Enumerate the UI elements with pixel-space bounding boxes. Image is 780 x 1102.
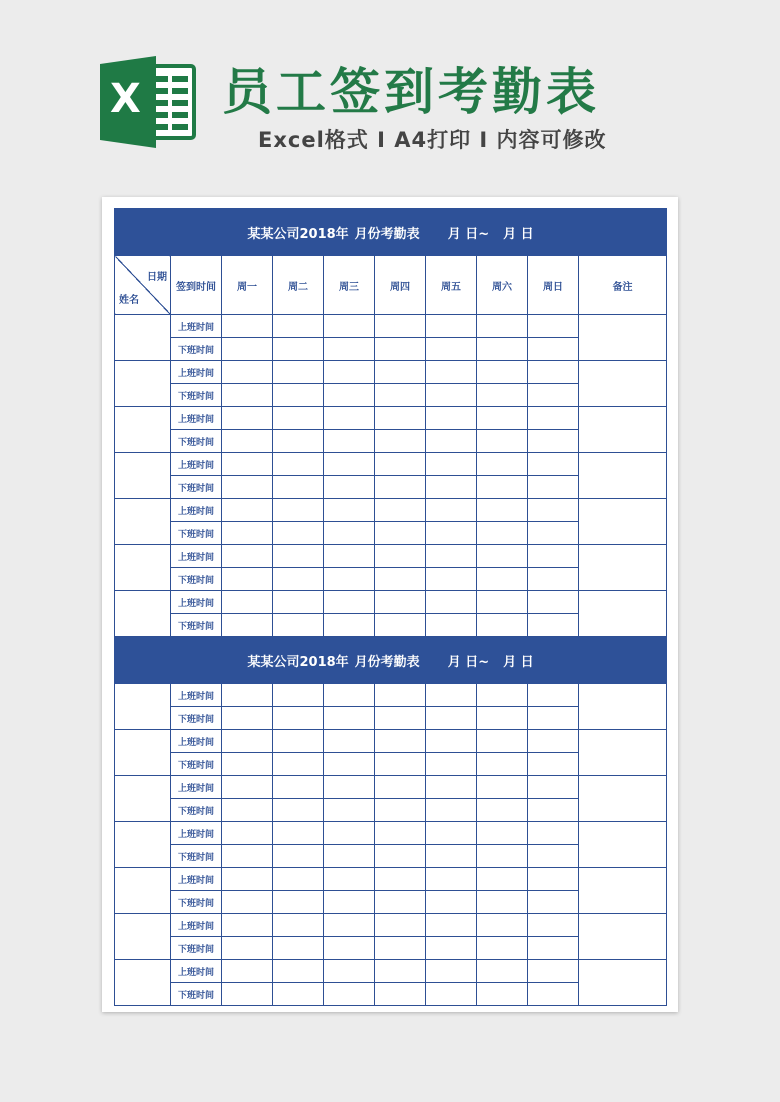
time-cell[interactable] bbox=[426, 430, 477, 453]
name-cell[interactable] bbox=[115, 361, 171, 407]
time-cell[interactable] bbox=[477, 983, 528, 1006]
banner-range-end: 月 日 bbox=[503, 226, 534, 242]
time-cell[interactable] bbox=[222, 361, 273, 384]
time-cell[interactable] bbox=[426, 545, 477, 568]
shift-label: 下班时间 bbox=[171, 707, 222, 730]
remark-cell[interactable] bbox=[579, 315, 667, 361]
remark-cell[interactable] bbox=[579, 730, 667, 776]
time-cell[interactable] bbox=[375, 499, 426, 522]
time-cell[interactable] bbox=[273, 845, 324, 868]
name-cell[interactable] bbox=[115, 545, 171, 591]
time-cell[interactable] bbox=[324, 845, 375, 868]
table-row bbox=[115, 361, 667, 384]
remark-cell[interactable] bbox=[579, 545, 667, 591]
name-cell[interactable] bbox=[115, 960, 171, 1006]
time-cell[interactable] bbox=[528, 568, 579, 591]
shift-label: 上班时间 bbox=[171, 361, 222, 384]
time-cell[interactable] bbox=[426, 522, 477, 545]
time-cell[interactable] bbox=[324, 960, 375, 983]
time-cell[interactable] bbox=[477, 868, 528, 891]
shift-label: 上班时间 bbox=[171, 591, 222, 614]
time-cell[interactable] bbox=[477, 430, 528, 453]
shift-label: 上班时间 bbox=[171, 684, 222, 707]
time-cell[interactable] bbox=[375, 891, 426, 914]
time-cell[interactable] bbox=[375, 868, 426, 891]
time-cell[interactable] bbox=[273, 453, 324, 476]
time-cell[interactable] bbox=[222, 753, 273, 776]
time-cell[interactable] bbox=[222, 568, 273, 591]
header-date-label: 日期 bbox=[147, 272, 167, 283]
name-cell[interactable] bbox=[115, 822, 171, 868]
time-cell[interactable] bbox=[477, 960, 528, 983]
table-row bbox=[115, 407, 667, 430]
time-cell[interactable] bbox=[273, 568, 324, 591]
time-cell[interactable] bbox=[375, 384, 426, 407]
time-cell[interactable] bbox=[324, 614, 375, 637]
header-remark: 备注 bbox=[579, 256, 667, 315]
document-page bbox=[102, 197, 678, 1012]
time-cell[interactable] bbox=[324, 753, 375, 776]
time-cell[interactable] bbox=[222, 914, 273, 937]
time-cell[interactable] bbox=[528, 499, 579, 522]
time-cell[interactable] bbox=[222, 799, 273, 822]
time-cell[interactable] bbox=[273, 614, 324, 637]
time-cell[interactable] bbox=[426, 407, 477, 430]
time-cell[interactable] bbox=[375, 776, 426, 799]
name-cell[interactable] bbox=[115, 407, 171, 453]
time-cell[interactable] bbox=[324, 568, 375, 591]
name-cell[interactable] bbox=[115, 453, 171, 499]
time-cell[interactable] bbox=[528, 430, 579, 453]
sheet-banner bbox=[115, 209, 667, 256]
time-cell[interactable] bbox=[426, 891, 477, 914]
time-cell[interactable] bbox=[324, 983, 375, 1006]
time-cell[interactable] bbox=[426, 338, 477, 361]
time-cell[interactable] bbox=[273, 315, 324, 338]
time-cell[interactable] bbox=[477, 914, 528, 937]
time-cell[interactable] bbox=[273, 960, 324, 983]
time-cell[interactable] bbox=[375, 338, 426, 361]
time-cell[interactable] bbox=[273, 522, 324, 545]
table-row bbox=[115, 591, 667, 614]
time-cell[interactable] bbox=[375, 361, 426, 384]
time-cell[interactable] bbox=[426, 568, 477, 591]
table-row bbox=[115, 914, 667, 937]
time-cell[interactable] bbox=[324, 453, 375, 476]
time-cell[interactable] bbox=[426, 730, 477, 753]
time-cell[interactable] bbox=[375, 568, 426, 591]
time-cell[interactable] bbox=[222, 407, 273, 430]
shift-label: 下班时间 bbox=[171, 338, 222, 361]
remark-cell[interactable] bbox=[579, 868, 667, 914]
time-cell[interactable] bbox=[375, 937, 426, 960]
shift-label: 下班时间 bbox=[171, 799, 222, 822]
banner-company: 某某公司2018年 bbox=[247, 226, 349, 242]
time-cell[interactable] bbox=[324, 914, 375, 937]
remark-cell[interactable] bbox=[579, 822, 667, 868]
banner-range-start: 月 日~ bbox=[447, 654, 490, 670]
time-cell[interactable] bbox=[222, 776, 273, 799]
time-cell[interactable] bbox=[426, 914, 477, 937]
time-cell[interactable] bbox=[528, 407, 579, 430]
time-cell[interactable] bbox=[324, 338, 375, 361]
time-cell[interactable] bbox=[528, 707, 579, 730]
shift-label: 上班时间 bbox=[171, 730, 222, 753]
time-cell[interactable] bbox=[426, 614, 477, 637]
time-cell[interactable] bbox=[273, 545, 324, 568]
time-cell[interactable] bbox=[477, 845, 528, 868]
time-cell[interactable] bbox=[477, 361, 528, 384]
time-cell[interactable] bbox=[426, 776, 477, 799]
name-cell[interactable] bbox=[115, 914, 171, 960]
shift-label: 上班时间 bbox=[171, 499, 222, 522]
header-name-label: 姓名 bbox=[119, 295, 139, 306]
shift-label: 下班时间 bbox=[171, 568, 222, 591]
time-cell[interactable] bbox=[273, 891, 324, 914]
time-cell[interactable] bbox=[375, 430, 426, 453]
shift-label: 上班时间 bbox=[171, 822, 222, 845]
time-cell[interactable] bbox=[375, 315, 426, 338]
time-cell[interactable] bbox=[528, 730, 579, 753]
time-cell[interactable] bbox=[324, 315, 375, 338]
shift-label: 上班时间 bbox=[171, 776, 222, 799]
header-day: 周一 bbox=[222, 256, 273, 315]
time-cell[interactable] bbox=[528, 822, 579, 845]
time-cell[interactable] bbox=[375, 960, 426, 983]
page-subtitle: Excel格式 I A4打印 I 内容可修改 bbox=[258, 128, 607, 152]
time-cell[interactable] bbox=[426, 822, 477, 845]
time-cell[interactable] bbox=[426, 960, 477, 983]
time-cell[interactable] bbox=[426, 591, 477, 614]
logo-letter: X bbox=[110, 76, 141, 122]
time-cell[interactable] bbox=[222, 937, 273, 960]
time-cell[interactable] bbox=[324, 499, 375, 522]
header-row bbox=[115, 256, 667, 315]
time-cell[interactable] bbox=[375, 684, 426, 707]
time-cell[interactable] bbox=[375, 614, 426, 637]
time-cell[interactable] bbox=[375, 591, 426, 614]
remark-cell[interactable] bbox=[579, 960, 667, 1006]
time-cell[interactable] bbox=[273, 338, 324, 361]
time-cell[interactable] bbox=[273, 822, 324, 845]
shift-label: 上班时间 bbox=[171, 315, 222, 338]
shift-label: 下班时间 bbox=[171, 522, 222, 545]
time-cell[interactable] bbox=[426, 937, 477, 960]
header-day: 周二 bbox=[273, 256, 324, 315]
time-cell[interactable] bbox=[222, 315, 273, 338]
time-cell[interactable] bbox=[324, 776, 375, 799]
time-cell[interactable] bbox=[273, 799, 324, 822]
shift-label: 下班时间 bbox=[171, 430, 222, 453]
header-sign-time: 签到时间 bbox=[171, 256, 222, 315]
time-cell[interactable] bbox=[273, 937, 324, 960]
banner-cell bbox=[115, 637, 667, 684]
time-cell[interactable] bbox=[426, 983, 477, 1006]
time-cell[interactable] bbox=[375, 845, 426, 868]
time-cell[interactable] bbox=[273, 914, 324, 937]
time-cell[interactable] bbox=[273, 430, 324, 453]
time-cell[interactable] bbox=[273, 868, 324, 891]
name-cell[interactable] bbox=[115, 315, 171, 361]
table-row bbox=[115, 822, 667, 845]
time-cell[interactable] bbox=[528, 776, 579, 799]
header-day: 周六 bbox=[477, 256, 528, 315]
banner-range-end: 月 日 bbox=[503, 654, 534, 670]
time-cell[interactable] bbox=[426, 315, 477, 338]
time-cell[interactable] bbox=[222, 845, 273, 868]
time-cell[interactable] bbox=[273, 776, 324, 799]
table-row bbox=[115, 730, 667, 753]
time-cell[interactable] bbox=[273, 753, 324, 776]
time-cell[interactable] bbox=[426, 361, 477, 384]
time-cell[interactable] bbox=[477, 315, 528, 338]
time-cell[interactable] bbox=[273, 730, 324, 753]
shift-label: 下班时间 bbox=[171, 476, 222, 499]
time-cell[interactable] bbox=[477, 476, 528, 499]
shift-label: 下班时间 bbox=[171, 891, 222, 914]
table-row bbox=[115, 776, 667, 799]
time-cell[interactable] bbox=[324, 937, 375, 960]
time-cell[interactable] bbox=[324, 684, 375, 707]
time-cell[interactable] bbox=[528, 384, 579, 407]
time-cell[interactable] bbox=[528, 845, 579, 868]
shift-label: 上班时间 bbox=[171, 407, 222, 430]
name-cell[interactable] bbox=[115, 730, 171, 776]
time-cell[interactable] bbox=[273, 384, 324, 407]
time-cell[interactable] bbox=[375, 983, 426, 1006]
remark-cell[interactable] bbox=[579, 684, 667, 730]
time-cell[interactable] bbox=[477, 384, 528, 407]
time-cell[interactable] bbox=[426, 707, 477, 730]
time-cell[interactable] bbox=[324, 522, 375, 545]
time-cell[interactable] bbox=[426, 753, 477, 776]
time-cell[interactable] bbox=[273, 983, 324, 1006]
time-cell[interactable] bbox=[222, 960, 273, 983]
time-cell[interactable] bbox=[324, 730, 375, 753]
time-cell[interactable] bbox=[426, 476, 477, 499]
time-cell[interactable] bbox=[222, 522, 273, 545]
time-cell[interactable] bbox=[273, 476, 324, 499]
attendance-sheet bbox=[114, 208, 666, 1006]
time-cell[interactable] bbox=[375, 522, 426, 545]
banner-cell bbox=[115, 209, 667, 256]
time-cell[interactable] bbox=[273, 591, 324, 614]
time-cell[interactable] bbox=[477, 776, 528, 799]
time-cell[interactable] bbox=[324, 476, 375, 499]
remark-cell[interactable] bbox=[579, 453, 667, 499]
time-cell[interactable] bbox=[375, 453, 426, 476]
banner-company: 某某公司2018年 bbox=[247, 654, 349, 670]
shift-label: 下班时间 bbox=[171, 614, 222, 637]
time-cell[interactable] bbox=[477, 338, 528, 361]
remark-cell[interactable] bbox=[579, 914, 667, 960]
time-cell[interactable] bbox=[375, 799, 426, 822]
time-cell[interactable] bbox=[426, 845, 477, 868]
time-cell[interactable] bbox=[477, 799, 528, 822]
time-cell[interactable] bbox=[375, 476, 426, 499]
time-cell[interactable] bbox=[528, 937, 579, 960]
table-row bbox=[115, 315, 667, 338]
time-cell[interactable] bbox=[222, 338, 273, 361]
time-cell[interactable] bbox=[324, 545, 375, 568]
time-cell[interactable] bbox=[222, 822, 273, 845]
time-cell[interactable] bbox=[426, 384, 477, 407]
time-cell[interactable] bbox=[477, 822, 528, 845]
banner-range-start: 月 日~ bbox=[447, 226, 490, 242]
time-cell[interactable] bbox=[375, 730, 426, 753]
time-cell[interactable] bbox=[273, 499, 324, 522]
table-row bbox=[115, 960, 667, 983]
time-cell[interactable] bbox=[324, 799, 375, 822]
time-cell[interactable] bbox=[375, 545, 426, 568]
time-cell[interactable] bbox=[477, 730, 528, 753]
time-cell[interactable] bbox=[222, 983, 273, 1006]
name-cell[interactable] bbox=[115, 499, 171, 545]
time-cell[interactable] bbox=[528, 361, 579, 384]
shift-label: 上班时间 bbox=[171, 960, 222, 983]
table-row bbox=[115, 545, 667, 568]
time-cell[interactable] bbox=[222, 430, 273, 453]
time-cell[interactable] bbox=[528, 614, 579, 637]
time-cell[interactable] bbox=[477, 453, 528, 476]
time-cell[interactable] bbox=[426, 453, 477, 476]
name-cell[interactable] bbox=[115, 868, 171, 914]
remark-cell[interactable] bbox=[579, 776, 667, 822]
time-cell[interactable] bbox=[528, 315, 579, 338]
time-cell[interactable] bbox=[222, 476, 273, 499]
time-cell[interactable] bbox=[222, 707, 273, 730]
time-cell[interactable] bbox=[528, 453, 579, 476]
header-diagonal-cell bbox=[115, 256, 171, 315]
time-cell[interactable] bbox=[375, 707, 426, 730]
time-cell[interactable] bbox=[375, 822, 426, 845]
attendance-table bbox=[114, 208, 667, 1006]
page-title: 员工签到考勤表 bbox=[222, 63, 600, 121]
time-cell[interactable] bbox=[222, 545, 273, 568]
table-row bbox=[115, 499, 667, 522]
remark-cell[interactable] bbox=[579, 407, 667, 453]
time-cell[interactable] bbox=[222, 591, 273, 614]
time-cell[interactable] bbox=[477, 937, 528, 960]
time-cell[interactable] bbox=[528, 522, 579, 545]
time-cell[interactable] bbox=[324, 707, 375, 730]
time-cell[interactable] bbox=[324, 868, 375, 891]
time-cell[interactable] bbox=[222, 684, 273, 707]
time-cell[interactable] bbox=[528, 753, 579, 776]
banner-month: 月份考勤表 bbox=[354, 226, 420, 242]
shift-label: 上班时间 bbox=[171, 868, 222, 891]
time-cell[interactable] bbox=[477, 591, 528, 614]
time-cell[interactable] bbox=[273, 707, 324, 730]
remark-cell[interactable] bbox=[579, 591, 667, 637]
time-cell[interactable] bbox=[375, 753, 426, 776]
time-cell[interactable] bbox=[324, 407, 375, 430]
banner-month: 月份考勤表 bbox=[354, 654, 420, 670]
time-cell[interactable] bbox=[477, 499, 528, 522]
time-cell[interactable] bbox=[324, 891, 375, 914]
time-cell[interactable] bbox=[477, 545, 528, 568]
excel-logo bbox=[100, 56, 198, 148]
time-cell[interactable] bbox=[426, 684, 477, 707]
time-cell[interactable] bbox=[426, 799, 477, 822]
time-cell[interactable] bbox=[477, 407, 528, 430]
time-cell[interactable] bbox=[477, 891, 528, 914]
time-cell[interactable] bbox=[528, 338, 579, 361]
time-cell[interactable] bbox=[273, 361, 324, 384]
shift-label: 上班时间 bbox=[171, 545, 222, 568]
name-cell[interactable] bbox=[115, 776, 171, 822]
header-day: 周三 bbox=[324, 256, 375, 315]
time-cell[interactable] bbox=[426, 499, 477, 522]
time-cell[interactable] bbox=[477, 707, 528, 730]
time-cell[interactable] bbox=[528, 799, 579, 822]
time-cell[interactable] bbox=[375, 914, 426, 937]
time-cell[interactable] bbox=[528, 684, 579, 707]
time-cell[interactable] bbox=[222, 891, 273, 914]
time-cell[interactable] bbox=[528, 545, 579, 568]
time-cell[interactable] bbox=[477, 684, 528, 707]
sheet-banner bbox=[115, 637, 667, 684]
shift-label: 下班时间 bbox=[171, 937, 222, 960]
time-cell[interactable] bbox=[528, 476, 579, 499]
header-day: 周日 bbox=[528, 256, 579, 315]
time-cell[interactable] bbox=[324, 591, 375, 614]
time-cell[interactable] bbox=[528, 891, 579, 914]
shift-label: 上班时间 bbox=[171, 914, 222, 937]
time-cell[interactable] bbox=[528, 960, 579, 983]
time-cell[interactable] bbox=[222, 730, 273, 753]
header-day: 周五 bbox=[426, 256, 477, 315]
time-cell[interactable] bbox=[477, 753, 528, 776]
shift-label: 上班时间 bbox=[171, 453, 222, 476]
time-cell[interactable] bbox=[222, 453, 273, 476]
time-cell[interactable] bbox=[273, 407, 324, 430]
shift-label: 下班时间 bbox=[171, 845, 222, 868]
time-cell[interactable] bbox=[324, 384, 375, 407]
time-cell[interactable] bbox=[222, 384, 273, 407]
time-cell[interactable] bbox=[324, 361, 375, 384]
time-cell[interactable] bbox=[222, 614, 273, 637]
time-cell[interactable] bbox=[273, 684, 324, 707]
time-cell[interactable] bbox=[324, 430, 375, 453]
time-cell[interactable] bbox=[477, 614, 528, 637]
time-cell[interactable] bbox=[528, 914, 579, 937]
time-cell[interactable] bbox=[222, 868, 273, 891]
table-row bbox=[115, 453, 667, 476]
time-cell[interactable] bbox=[477, 568, 528, 591]
table-row bbox=[115, 868, 667, 891]
time-cell[interactable] bbox=[528, 591, 579, 614]
time-cell[interactable] bbox=[477, 522, 528, 545]
time-cell[interactable] bbox=[528, 983, 579, 1006]
header-day: 周四 bbox=[375, 256, 426, 315]
table-row bbox=[115, 684, 667, 707]
time-cell[interactable] bbox=[375, 407, 426, 430]
time-cell[interactable] bbox=[324, 822, 375, 845]
shift-label: 下班时间 bbox=[171, 753, 222, 776]
time-cell[interactable] bbox=[222, 499, 273, 522]
time-cell[interactable] bbox=[528, 868, 579, 891]
name-cell[interactable] bbox=[115, 591, 171, 637]
shift-label: 下班时间 bbox=[171, 384, 222, 407]
name-cell[interactable] bbox=[115, 684, 171, 730]
shift-label: 下班时间 bbox=[171, 983, 222, 1006]
time-cell[interactable] bbox=[426, 868, 477, 891]
remark-cell[interactable] bbox=[579, 361, 667, 407]
remark-cell[interactable] bbox=[579, 499, 667, 545]
